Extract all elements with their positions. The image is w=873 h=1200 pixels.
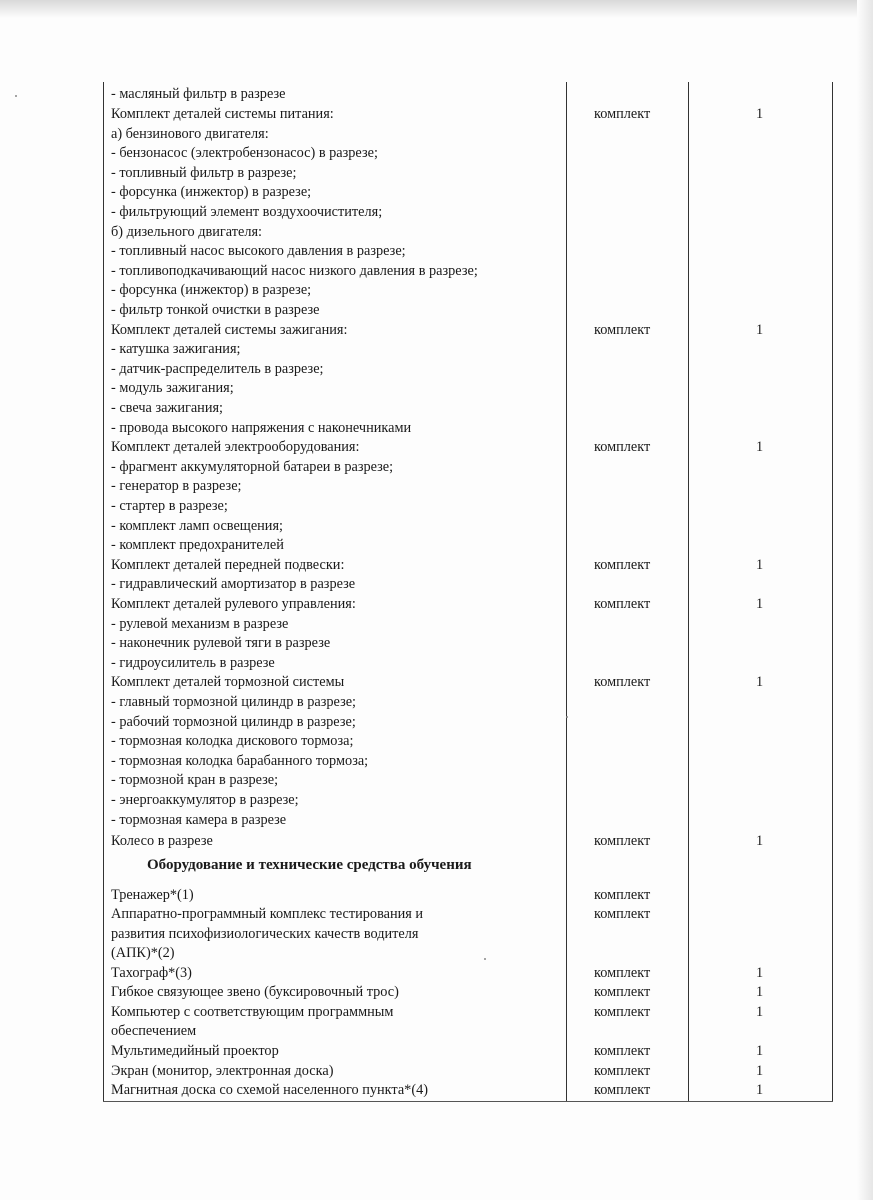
table-cell-unit: комплект xyxy=(594,887,651,903)
table-cell-qty: 1 xyxy=(756,1043,764,1059)
table-cell-desc: - комплект ламп освещения; xyxy=(111,518,284,534)
table-cell-desc: Комплект деталей передней подвески: xyxy=(111,557,345,573)
table-cell-unit: комплект xyxy=(594,1004,651,1020)
table-cell-unit: комплект xyxy=(594,965,651,981)
table-cell-desc: Аппаратно-программный комплекс тестирования и xyxy=(111,906,424,922)
table-cell-desc: Комплект деталей системы питания: xyxy=(111,106,334,122)
table-cell-desc: - топливный насос высокого давления в разрезе; xyxy=(111,243,406,259)
table-cell-desc: - гидроусилитель в разрезе xyxy=(111,655,275,671)
table-cell-desc: - главный тормозной цилиндр в разрезе; xyxy=(111,694,357,710)
table-cell-desc: Компьютер с соответствующим программным xyxy=(111,1004,394,1020)
table-cell-desc: Колесо в разрезе xyxy=(111,833,213,849)
table-cell-desc: - свеча зажигания; xyxy=(111,400,224,416)
table-border-bottom xyxy=(103,1101,833,1102)
table-cell-unit: комплект xyxy=(594,439,651,455)
table-cell-desc: - датчик-распределитель в разрезе; xyxy=(111,361,324,377)
table-cell-desc: - масляный фильтр в разрезе xyxy=(111,86,286,102)
table-cell-desc: - форсунка (инжектор) в разрезе; xyxy=(111,184,312,200)
table-cell-desc: Мультимедийный проектор xyxy=(111,1043,279,1059)
table-cell-desc: - наконечник рулевой тяги в разрезе xyxy=(111,635,331,651)
table-cell-desc: - топливоподкачивающий насос низкого давления в разрезе; xyxy=(111,263,478,279)
table-cell-desc: - рулевой механизм в разрезе xyxy=(111,616,289,632)
table-cell-desc: - фильтр тонкой очистки в разрезе xyxy=(111,302,320,318)
table-cell-unit: комплект xyxy=(594,674,651,690)
scan-shadow-top xyxy=(0,0,873,18)
table-cell-qty: 1 xyxy=(756,439,764,455)
table-cell-desc: - провода высокого напряжения с наконечниками xyxy=(111,420,412,436)
table-cell-desc: - стартер в разрезе; xyxy=(111,498,228,514)
table-cell-qty: 1 xyxy=(756,965,764,981)
section-heading: Оборудование и технические средства обучения xyxy=(147,857,472,873)
table-cell-desc: Комплект деталей тормозной системы xyxy=(111,674,345,690)
table-cell-desc: - модуль зажигания; xyxy=(111,380,234,396)
table-cell-qty: 1 xyxy=(756,674,764,690)
table-cell-qty: 1 xyxy=(756,1082,764,1098)
table-cell-qty: 1 xyxy=(756,1063,764,1079)
table-cell-desc: - топливный фильтр в разрезе; xyxy=(111,165,297,181)
table-cell-desc: - тормозной кран в разрезе; xyxy=(111,772,279,788)
table-border-right xyxy=(832,82,833,1102)
table-cell-desc: - рабочий тормозной цилиндр в разрезе; xyxy=(111,714,356,730)
table-cell-desc: Комплект деталей электрооборудования: xyxy=(111,439,360,455)
table-cell-desc: обеспечением xyxy=(111,1023,197,1039)
table-cell-desc: Магнитная доска со схемой населенного пункта*(4) xyxy=(111,1082,428,1098)
table-cell-desc: - гидравлический амортизатор в разрезе xyxy=(111,576,356,592)
table-cell-qty: 1 xyxy=(756,984,764,1000)
scan-speck xyxy=(484,958,486,960)
table-cell-unit: комплект xyxy=(594,1082,651,1098)
table-cell-unit: комплект xyxy=(594,106,651,122)
table-cell-desc: - форсунка (инжектор) в разрезе; xyxy=(111,282,312,298)
scan-speck xyxy=(15,95,17,97)
scan-speck xyxy=(566,716,568,718)
table-cell-desc: (АПК)*(2) xyxy=(111,945,175,961)
table-cell-desc: - фрагмент аккумуляторной батареи в разрезе; xyxy=(111,459,394,475)
table-cell-unit: комплект xyxy=(594,1063,651,1079)
table-cell-desc: развития психофизиологических качеств водителя xyxy=(111,926,419,942)
table-cell-unit: комплект xyxy=(594,1043,651,1059)
table-cell-qty: 1 xyxy=(756,596,764,612)
table-cell-unit: комплект xyxy=(594,833,651,849)
table-cell-unit: комплект xyxy=(594,984,651,1000)
table-cell-desc: - бензонасос (электробензонасос) в разрезе; xyxy=(111,145,378,161)
table-cell-desc: - генератор в разрезе; xyxy=(111,478,242,494)
table-cell-desc: - комплект предохранителей xyxy=(111,537,284,553)
table-column-divider-qty xyxy=(688,82,689,1102)
table-cell-desc: - катушка зажигания; xyxy=(111,341,241,357)
table-cell-qty: 1 xyxy=(756,1004,764,1020)
table-cell-desc: Комплект деталей рулевого управления: xyxy=(111,596,356,612)
table-cell-desc: - энергоаккумулятор в разрезе; xyxy=(111,792,299,808)
table-cell-unit: комплект xyxy=(594,596,651,612)
table-cell-desc: Тахограф*(3) xyxy=(111,965,192,981)
table-cell-qty: 1 xyxy=(756,557,764,573)
scan-shadow-right xyxy=(857,0,873,1200)
table-cell-desc: - фильтрующий элемент воздухоочистителя; xyxy=(111,204,383,220)
table-cell-qty: 1 xyxy=(756,833,764,849)
table-cell-desc: Гибкое связующее звено (буксировочный трос) xyxy=(111,984,399,1000)
table-cell-desc: - тормозная камера в разрезе xyxy=(111,812,287,828)
table-cell-desc: а) бензинового двигателя: xyxy=(111,126,269,142)
table-cell-desc: Тренажер*(1) xyxy=(111,887,194,903)
table-cell-qty: 1 xyxy=(756,322,764,338)
table-cell-desc: б) дизельного двигателя: xyxy=(111,224,263,240)
table-cell-desc: - тормозная колодка дискового тормоза; xyxy=(111,733,354,749)
table-cell-unit: комплект xyxy=(594,322,651,338)
table-cell-desc: - тормозная колодка барабанного тормоза; xyxy=(111,753,369,769)
table-cell-desc: Экран (монитор, электронная доска) xyxy=(111,1063,334,1079)
table-cell-unit: комплект xyxy=(594,557,651,573)
table-column-divider-unit xyxy=(566,82,567,1102)
table-cell-desc: Комплект деталей системы зажигания: xyxy=(111,322,348,338)
table-cell-qty: 1 xyxy=(756,106,764,122)
table-cell-unit: комплект xyxy=(594,906,651,922)
table-border-left xyxy=(103,82,104,1102)
